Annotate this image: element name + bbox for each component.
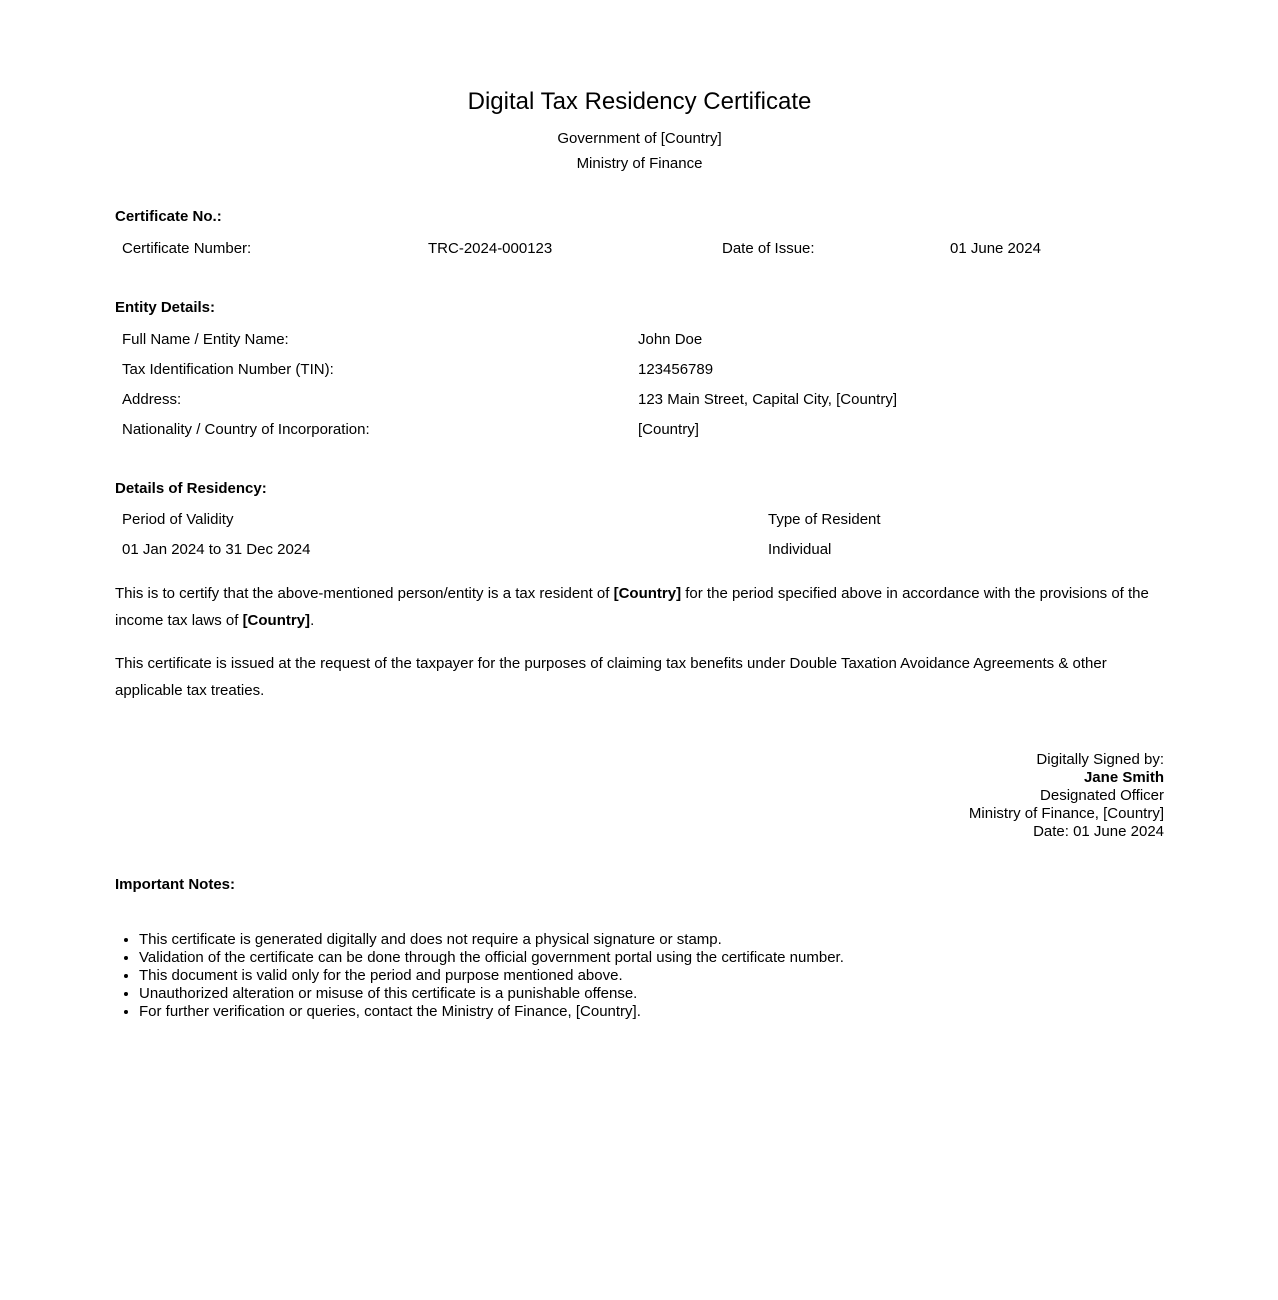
date-of-issue-label: Date of Issue: [722, 240, 815, 257]
purpose-paragraph: This certificate is issued at the request of the taxpayer for the purposes of claiming tax benefits under Double Taxation Avoidance Agreements & other applicable tax treaties. [115, 655, 1107, 699]
signatory-role: Designated Officer [1040, 787, 1164, 804]
document-header [115, 88, 1164, 176]
signature-date: Date: 01 June 2024 [1033, 823, 1164, 840]
residency-table [115, 504, 1164, 564]
type-of-resident-label: Type of Resident [768, 511, 881, 528]
table-row [115, 384, 1164, 414]
table-row [115, 504, 1164, 534]
page-title: Digital Tax Residency Certificate [467, 88, 812, 115]
certification-text: for the period specified above in accordance with the provisions of the income tax laws of [115, 585, 1149, 629]
list-item: • Validation of the certificate can be done through the official government portal using the certificate number. [139, 949, 1164, 967]
type-of-resident-value: Individual [768, 541, 832, 558]
nationality-value: [Country] [638, 421, 699, 438]
residency-details-heading: Details of Residency: [115, 480, 267, 497]
notes-list [115, 931, 1164, 1021]
date-of-issue-value: 01 June 2024 [950, 240, 1041, 257]
country-bold: [Country] [613, 585, 682, 602]
certificate-no-heading: Certificate No.: [115, 208, 222, 225]
certificate-no-table [115, 232, 1164, 266]
certificate-number-value: TRC-2024-000123 [428, 240, 553, 257]
table-row [115, 354, 1164, 384]
list-item: • This document is valid only for the period and purpose mentioned above. [139, 967, 1164, 985]
list-item: • This certificate is generated digitally and does not require a physical signature or stamp. [139, 931, 1164, 949]
tin-label: Tax Identification Number (TIN): [122, 361, 334, 378]
signed-by-label: Digitally Signed by: [1036, 751, 1164, 768]
full-name-label: Full Name / Entity Name: [122, 331, 289, 348]
address-label: Address: [122, 391, 182, 408]
country-bold: [Country] [242, 612, 311, 629]
signature-block [115, 751, 1164, 841]
period-of-validity-label: Period of Validity [122, 511, 234, 528]
important-notes-heading: Important Notes: [115, 876, 235, 893]
certificate-no-row [115, 232, 1164, 266]
nationality-label: Nationality / Country of Incorporation: [122, 421, 370, 438]
certification-text: This is to certify that the above-mentioned person/entity is a tax resident of [115, 585, 614, 602]
list-item: • Unauthorized alteration or misuse of this certificate is a punishable offense. [139, 985, 1164, 1003]
ministry-subtitle: Ministry of Finance [576, 155, 703, 172]
table-row [115, 534, 1164, 564]
full-name-value: John Doe [638, 331, 703, 348]
signatory-org: Ministry of Finance, [Country] [968, 805, 1164, 822]
table-row [115, 414, 1164, 444]
certification-paragraph [115, 580, 1164, 634]
period-of-validity-value: 01 Jan 2024 to 31 Dec 2024 [122, 541, 311, 558]
list-item: • For further verification or queries, contact the Ministry of Finance, [Country]. [139, 1003, 1164, 1021]
certification-text: . [310, 612, 315, 629]
table-row [115, 324, 1164, 354]
certificate-number-label: Certificate Number: [122, 240, 252, 257]
address-value: 123 Main Street, Capital City, [Country] [638, 391, 897, 408]
signatory-name: Jane Smith [1083, 769, 1164, 786]
tin-value: 123456789 [638, 361, 714, 378]
entity-details-heading: Entity Details: [115, 299, 216, 316]
government-subtitle: Government of [Country] [557, 130, 722, 147]
entity-details-table [115, 324, 1164, 444]
